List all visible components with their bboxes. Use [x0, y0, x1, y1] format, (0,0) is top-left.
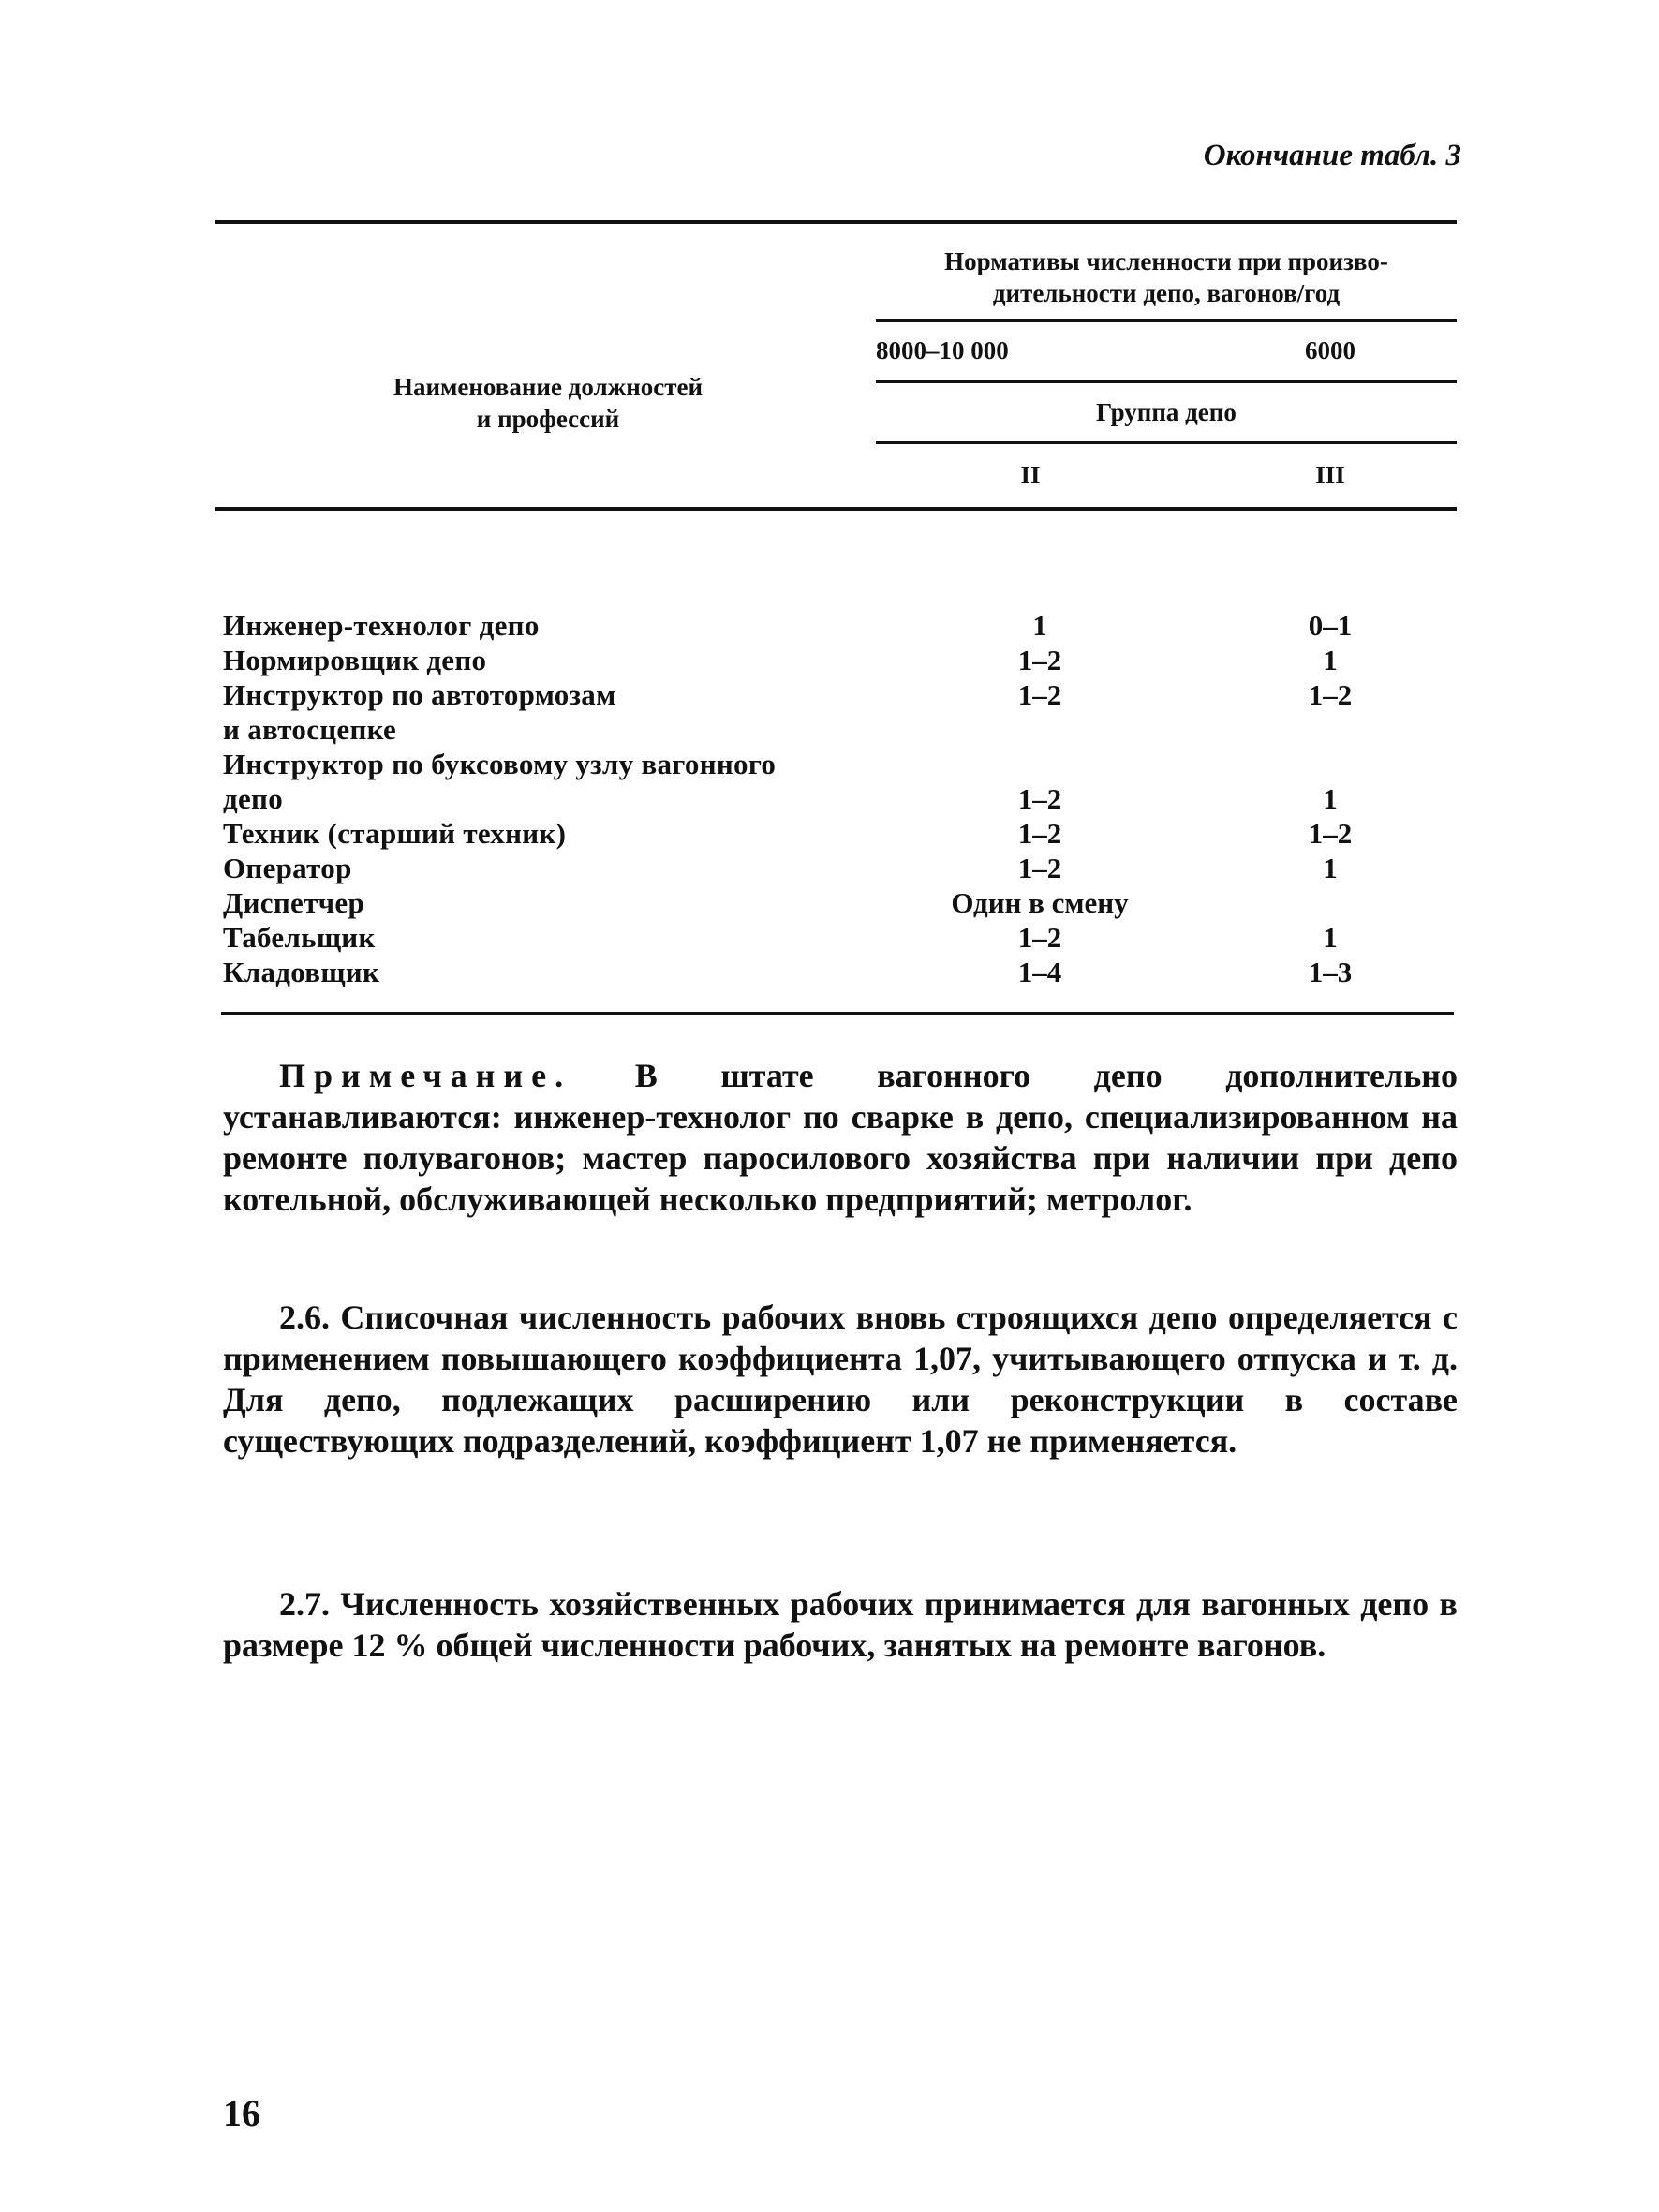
column-header-line-1: Наименование должностей: [393, 373, 704, 401]
capacity-6000: 6000: [1305, 336, 1355, 364]
row-name: Инженер-технолог депо: [223, 609, 540, 642]
row-value-group-ii: 1–2: [1017, 852, 1062, 884]
row-name: Инструктор по автотормозам: [223, 678, 616, 711]
row-value-group-iii: 1–3: [1308, 956, 1353, 988]
row-value-group-iii: 1: [1323, 644, 1338, 676]
note-paragraph: [223, 1055, 1458, 1220]
page-number: 16: [223, 2092, 260, 2134]
row-name: Оператор: [223, 852, 352, 884]
row-value-group-iii: 0–1: [1308, 609, 1353, 642]
row-value-group-iii: 1–2: [1308, 817, 1353, 850]
row-name: Нормировщик депо: [223, 644, 487, 676]
table-top-rule: [215, 220, 1457, 224]
row-value-group-ii: 1–4: [1017, 956, 1062, 988]
row-name: и автосцепке: [223, 713, 397, 746]
row-value-group-iii: 1: [1323, 852, 1338, 884]
row-name: Кладовщик: [223, 956, 380, 988]
row-value-group-ii: Один в смену: [951, 886, 1129, 919]
capacity-8000-10000: 8000–10 000: [876, 336, 1009, 364]
row-name: Диспетчер: [223, 886, 364, 919]
group-ii: II: [1020, 461, 1041, 489]
table-caption: Окончание табл. 3: [1203, 139, 1461, 172]
row-value-group-ii: 1–2: [1017, 817, 1062, 850]
norms-header: [876, 245, 1457, 309]
group-header: Группа депо: [1096, 398, 1237, 426]
header-rule-3: [876, 441, 1457, 444]
paragraph-2-7: 2.7. Численность хозяйственных рабочих принимается для вагонных депо в размере 12 % общей численности рабочих, занятых на ремонте вагонов.: [223, 1585, 1458, 1664]
row-value-group-iii: 1: [1323, 782, 1338, 815]
row-value-group-ii: 1–2: [1017, 644, 1062, 676]
row-name: Техник (старший техник): [223, 817, 567, 850]
row-value-group-iii: 1: [1323, 921, 1338, 954]
paragraph-2-6: 2.6. Списочная численность рабочих вновь строящихся депо определяется с применением повышающего коэффициента 1,07, учитывающего отпуска и т. д. Для депо, подлежащих расширению или реконструкции в составе существующих подразделений, коэффициент 1,07 не применяется.: [223, 1299, 1458, 1460]
row-value-group-iii: 1–2: [1308, 678, 1353, 711]
row-value-group-ii: 1–2: [1017, 782, 1062, 815]
table-bottom-rule: [221, 1012, 1454, 1015]
note-text: В штате вагонного депо дополнительно устанавливаются: инженер-технолог по сварке в депо, специализированном на ремонте полувагонов; мастер паросилового хозяйства при наличии при депо котельной, обслуживающей несколько предприятий; метролог.: [223, 1057, 1458, 1218]
column-header-position: [281, 371, 815, 435]
group-iii: III: [1315, 461, 1345, 489]
row-value-group-ii: 1–2: [1017, 921, 1062, 954]
header-rule-2: [876, 380, 1457, 383]
norms-header-line-2: дительности депо, вагонов/год: [992, 279, 1341, 307]
row-value-group-ii: 1: [1032, 609, 1047, 642]
note-label: Примечание.: [279, 1057, 572, 1094]
header-bottom-rule: [215, 507, 1457, 511]
row-name: Инструктор по буксовому узлу вагонного: [223, 748, 777, 780]
row-name: Табельщик: [223, 921, 376, 954]
header-rule-1: [876, 319, 1457, 322]
norms-header-line-1: Нормативы численности при произво-: [944, 247, 1388, 275]
column-header-line-2: и профессий: [476, 405, 620, 433]
row-name: депо: [223, 782, 284, 815]
row-value-group-ii: 1–2: [1017, 678, 1062, 711]
